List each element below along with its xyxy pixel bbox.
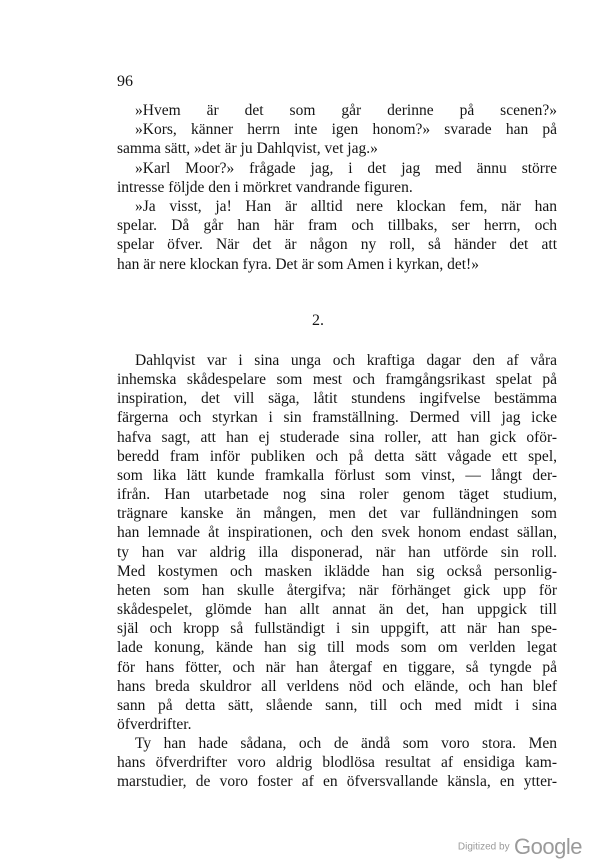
text-line: »Ja visst, ja! Han är alltid nere klockan fem, när han [135, 198, 557, 216]
digitized-by-google-watermark [458, 834, 582, 860]
text-line: inspiration, det vill säga, låtit stundens ingifvelse bestämma [117, 390, 557, 408]
text-line: han är nere klockan fyra. Det är som Amen i kyrkan, det!» [117, 255, 479, 273]
text-line: »Hvem är det som går derinne på scenen?» [135, 102, 557, 119]
google-logo: Google [514, 834, 582, 859]
text-line: sann på detta sätt, slående sann, till och med midt i sina [117, 696, 557, 714]
text-line: inhemska skådespelare som mest och framgångsrikast spelat på [117, 371, 557, 389]
text-line: som lika lätt kunde framkalla förlust som vinst, — långt der- [117, 466, 557, 484]
section-number: 2. [312, 312, 324, 329]
text-line: heten som han skulle återgifva; när förhänget gick upp för [117, 581, 557, 599]
text-line: för hans fötter, och när han återgaf en tiggare, så tyngde på [117, 658, 557, 676]
text-line: beredd fram inför publiken och på detta sätt vågade ett spel, [117, 447, 557, 465]
text-line: »Karl Moor?» frågade jag, i det jag med ännu större [135, 159, 557, 177]
text-line: han lemnade åt inspirationen, och den svek honom endast sällan, [117, 524, 557, 542]
text-line: öfverdrifter. [117, 715, 192, 733]
text-line: spelar öfver. När det är någon ny roll, så händer det att [117, 236, 557, 254]
watermark-prefix: Digitized by [457, 841, 510, 853]
page-number: 96 [117, 73, 133, 90]
body-text [117, 351, 557, 792]
text-line: skådespelet, glömde han allt annat än det, han uppgick till [117, 601, 557, 619]
text-line: hans breda skuldror all verldens nöd och elände, och han blef [117, 677, 557, 695]
text-line: ifrån. Han utarbetade nog sina roler genom täget studium, [117, 486, 557, 504]
text-line: Ty han hade sådana, och de ändå som voro stora. Men [135, 735, 557, 753]
text-line: färgerna och styrkan i sin framställning. Dermed vill jag icke [117, 409, 557, 427]
text-line: »Kors, känner herrn inte igen honom?» svarade han på [135, 121, 557, 139]
text-line: lade konung, kände han sig till mods som om verlden legat [117, 639, 557, 657]
text-line: spelar. Då går han här fram och tillbaks, ser herrn, och [117, 217, 557, 235]
text-line: intresse följde den i mörkret vandrande figuren. [117, 178, 413, 196]
text-line: Med kostymen och masken iklädde han sig också personlig- [117, 562, 557, 580]
text-line: hans öfverdrifter voro aldrig blodlösa resultat af ensidiga kam- [117, 754, 557, 772]
text-line: Dahlqvist var i sina unga och kraftiga dagar den af våra [135, 352, 557, 369]
dialogue-block [117, 101, 557, 274]
text-line: marstudier, de voro foster af en öfversvallande känsla, en ytter- [117, 773, 557, 791]
text-line: hafva sagt, att han ej studerade sina roller, att han gick oför- [117, 428, 557, 446]
text-line: trägnare kanske än mången, men det var fulländningen som [117, 505, 557, 523]
text-line: ty han var aldrig illa disponerad, när han utförde sin roll. [117, 543, 557, 561]
text-line: själ och kropp så fullständigt i sin uppgift, att när han spe- [117, 620, 557, 638]
text-line: samma sätt, »det är ju Dahlqvist, vet jag.» [117, 140, 378, 158]
